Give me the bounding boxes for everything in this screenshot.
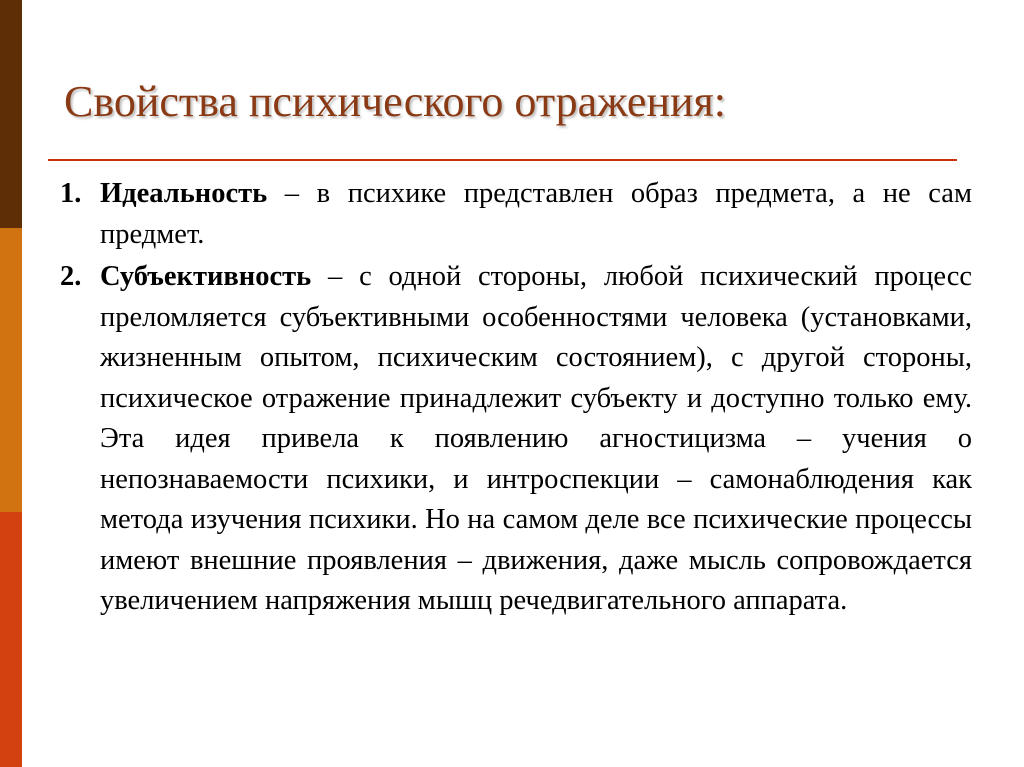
item-term: Идеальность: [100, 178, 268, 209]
item-number: 1.: [60, 178, 82, 209]
list-item: [60, 174, 972, 255]
properties-list: [60, 174, 972, 622]
left-stripe-bottom: [0, 512, 22, 767]
left-stripe-top: [0, 0, 22, 228]
slide-title: Свойства психического отражения:: [64, 77, 727, 126]
item-number: 2.: [60, 261, 82, 292]
left-stripe-middle: [0, 228, 22, 512]
item-text: – с одной стороны, любой психический процесс преломляется субъективными особенностями человека (установками, жизненным опытом, психическим состоянием), с другой стороны, психическое отражение принадлежит субъекту и доступно только ему. Эта идея привела к появлению агностицизма – учения о непознаваемости психики, и интроспекции – самонаблюдения как метода изучения психики. Но на самом деле все психические процессы имеют внешние проявления – движения, даже мысль сопровождается увеличением напряжения мышц речедвигательного аппарата.: [100, 261, 972, 616]
title-underline: [48, 159, 957, 161]
item-term: Субъективность: [100, 261, 312, 292]
list-item: [60, 257, 972, 622]
item-text: – в психике представлен образ предмета, а не сам предмет.: [100, 178, 972, 250]
